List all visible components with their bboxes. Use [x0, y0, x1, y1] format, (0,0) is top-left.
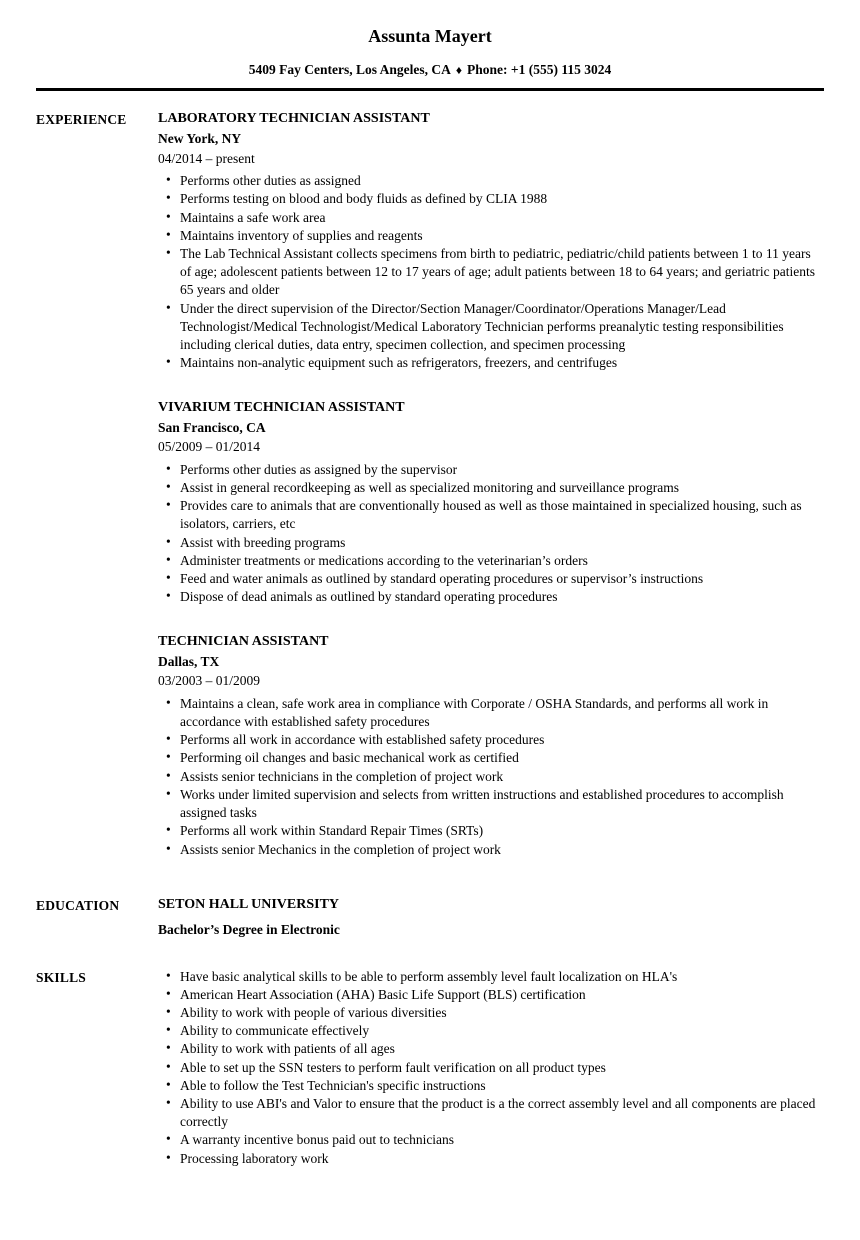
job-title: TECHNICIAN ASSISTANT: [158, 633, 329, 649]
bullet-item: • Feed and water animals as outlined by standard operating procedures or supervisor’s instructions: [180, 570, 824, 588]
bullet-item: • Performs testing on blood and body fluids as defined by CLIA 1988: [180, 190, 824, 208]
contact-phone: Phone: +1 (555) 115 3024: [467, 61, 612, 77]
education-section: [36, 896, 824, 939]
bullet-item: • Processing laboratory work: [180, 1150, 824, 1168]
skills-bullet-list: [158, 968, 824, 1168]
bullet-item: • Able to set up the SSN testers to perform fault verification on all product types: [180, 1059, 824, 1077]
bullet-item: • Provides care to animals that are conventionally housed as well as those maintained in specialized housing, such as isolators, carriers, etc: [180, 497, 824, 533]
job-dates: 04/2014 – present: [158, 150, 255, 166]
bullet-item: • Have basic analytical skills to be able to perform assembly level fault localization on HLA's: [180, 968, 824, 986]
job-bullet-list: [158, 461, 824, 607]
resume-name: Assunta Mayert: [368, 26, 492, 46]
bullet-item: • Performs other duties as assigned by the supervisor: [180, 461, 824, 479]
job-dates: 05/2009 – 01/2014: [158, 439, 261, 455]
bullet-item: • Maintains a safe work area: [180, 209, 824, 227]
contact-line: [36, 61, 824, 79]
bullet-item: • Works under limited supervision and selects from written instructions and established procedures to accomplish assigned tasks: [180, 786, 824, 822]
diamond-icon: ♦: [455, 62, 463, 77]
bullet-item: • Maintains inventory of supplies and reagents: [180, 227, 824, 245]
job-bullet-list: [158, 172, 824, 372]
bullet-item: • Ability to work with patients of all ages: [180, 1040, 824, 1058]
bullet-item: • A warranty incentive bonus paid out to technicians: [180, 1131, 824, 1149]
bullet-item: • The Lab Technical Assistant collects specimens from birth to pediatric, pediatric/child patients between 1 to 11 years of age; adolescent patients between 12 to 17 years of age; adult patients between 18 to 64 years; and geriatric patients 65 years and older: [180, 245, 824, 300]
bullet-item: • Assist with breeding programs: [180, 534, 824, 552]
education-degree: Bachelor’s Degree in Electronic: [158, 921, 340, 937]
bullet-item: • Maintains non-analytic equipment such as refrigerators, freezers, and centrifuges: [180, 354, 824, 372]
bullet-item: • Ability to use ABI's and Valor to ensure that the product is a the correct assembly level and all components are placed correctly: [180, 1095, 824, 1131]
bullet-item: • Performs other duties as assigned: [180, 172, 824, 190]
bullet-item: • Assist in general recordkeeping as well as specialized monitoring and surveillance programs: [180, 479, 824, 497]
bullet-item: • Under the direct supervision of the Director/Section Manager/Coordinator/Operations Manager/Lead Technologist/Medical Technologist/Medical Laboratory Technician performs preanalytic testing responsibilities including clerical duties, data entry, specimen collection, and specimen processing: [180, 300, 824, 355]
bullet-item: • Maintains a clean, safe work area in compliance with Corporate / OSHA Standards, and performs all work in accordance with established safety procedures: [180, 695, 824, 731]
bullet-item: • Dispose of dead animals as outlined by standard operating procedures: [180, 588, 824, 606]
job-location: New York, NY: [158, 131, 242, 146]
job-title: VIVARIUM TECHNICIAN ASSISTANT: [158, 399, 405, 415]
section-label-skills: SKILLS: [36, 969, 86, 985]
job-location: San Francisco, CA: [158, 419, 266, 435]
contact-address: 5409 Fay Centers, Los Angeles, CA: [248, 61, 451, 77]
experience-content: [158, 110, 824, 859]
bullet-item: • Performing oil changes and basic mechanical work as certified: [180, 749, 824, 767]
bullet-item: • Performs all work in accordance with established safety procedures: [180, 731, 824, 749]
job-location: Dallas, TX: [158, 653, 220, 669]
bullet-item: • Assists senior technicians in the completion of project work: [180, 768, 824, 786]
experience-section: [36, 110, 824, 859]
skills-content: [158, 968, 824, 1168]
job-title: LABORATORY TECHNICIAN ASSISTANT: [158, 110, 430, 126]
skills-section: [36, 968, 824, 1168]
bullet-item: • Ability to communicate effectively: [180, 1022, 824, 1040]
section-label-education: EDUCATION: [36, 897, 120, 913]
job-entry-vivarium-technician-assistant: [158, 399, 824, 607]
bullet-item: • Assists senior Mechanics in the completion of project work: [180, 841, 824, 859]
bullet-item: • Administer treatments or medications according to the veterinarian’s orders: [180, 552, 824, 570]
header-divider: [36, 88, 824, 91]
job-entry-technician-assistant: [158, 633, 824, 859]
bullet-item: • Able to follow the Test Technician's specific instructions: [180, 1077, 824, 1095]
bullet-item: • Performs all work within Standard Repair Times (SRTs): [180, 822, 824, 840]
bullet-item: • Ability to work with people of various diversities: [180, 1004, 824, 1022]
education-school: SETON HALL UNIVERSITY: [158, 896, 340, 912]
section-label-experience: EXPERIENCE: [36, 111, 127, 127]
job-dates: 03/2003 – 01/2009: [158, 673, 261, 689]
job-entry-laboratory-technician-assistant: [158, 110, 824, 373]
job-bullet-list: [158, 695, 824, 859]
education-content: [158, 896, 824, 939]
bullet-item: • American Heart Association (AHA) Basic Life Support (BLS) certification: [180, 986, 824, 1004]
